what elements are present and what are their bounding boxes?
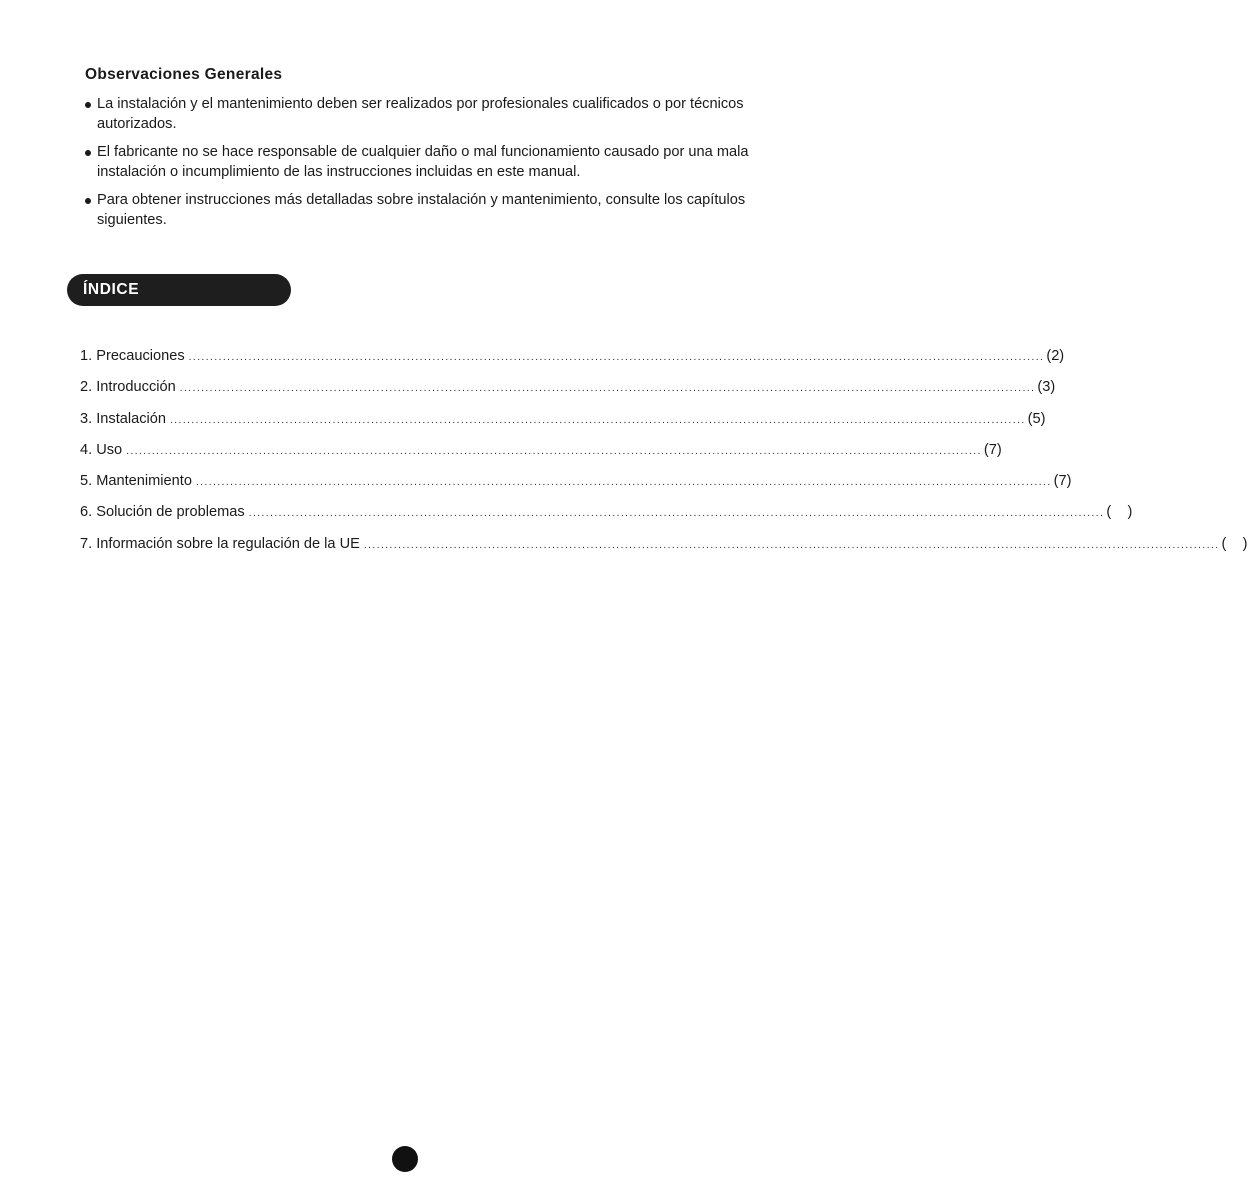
list-item: La instalación y el mantenimiento deben ser realizados por profesionales cualificados o por técnicos autorizados. — [84, 95, 784, 134]
toc-leader-dots: ........................................................................................................................................................................................................ — [248, 508, 1105, 520]
toc-leader-dots: ........................................................................................................................................................................................................ — [170, 414, 1026, 426]
toc-entry-label: 6. Solución de problemas — [80, 504, 245, 521]
toc-entry-page: (2) — [1046, 348, 1065, 364]
list-item: Para obtener instrucciones más detalladas sobre instalación y mantenimiento, consulte los capítulos siguientes. — [84, 191, 784, 230]
toc-leader-dots: ........................................................................................................................................................................................................ — [126, 445, 982, 457]
table-of-contents — [80, 346, 1248, 565]
toc-entry-label: 5. Mantenimiento — [80, 473, 192, 490]
section-heading: Observaciones Generales — [85, 66, 283, 83]
toc-entry-label: 7. Información sobre la regulación de la UE — [80, 535, 360, 552]
toc-entry — [80, 502, 1133, 533]
toc-leader-dots: ........................................................................................................................................................................................................ — [363, 539, 1220, 551]
toc-entry-label: 1. Precauciones — [80, 348, 185, 364]
toc-entry-page: (3) — [1037, 379, 1056, 396]
page-marker-dot — [392, 1146, 418, 1172]
index-title: ÍNDICE — [83, 281, 140, 298]
toc-entry-page: ( ) — [1106, 504, 1133, 521]
toc-entry-page: (7) — [983, 441, 1002, 458]
index-title-tab — [67, 274, 291, 306]
toc-entry — [80, 346, 1065, 377]
toc-entry-label: 3. Instalación — [80, 410, 166, 427]
toc-entry-label: 4. Uso — [80, 441, 123, 458]
toc-entry — [80, 440, 1002, 471]
toc-entry — [80, 471, 1072, 502]
toc-entry-label: 2. Introducción — [80, 379, 176, 396]
toc-entry — [80, 534, 1248, 565]
general-notes-list — [84, 95, 784, 239]
toc-entry-page: (7) — [1053, 473, 1072, 490]
list-item: El fabricante no se hace responsable de cualquier daño o mal funcionamiento causado por una mala instalación o incumplimiento de las instrucciones incluidas en este manual. — [84, 143, 784, 182]
toc-leader-dots: ........................................................................................................................................................................................................ — [195, 477, 1052, 489]
toc-entry — [80, 377, 1056, 408]
toc-entry — [80, 409, 1046, 440]
toc-entry-page: (5) — [1027, 410, 1046, 427]
toc-leader-dots: ........................................................................................................................................................................................................ — [188, 352, 1045, 363]
toc-entry-page: ( ) — [1221, 535, 1248, 552]
toc-leader-dots: ........................................................................................................................................................................................................ — [179, 383, 1036, 395]
